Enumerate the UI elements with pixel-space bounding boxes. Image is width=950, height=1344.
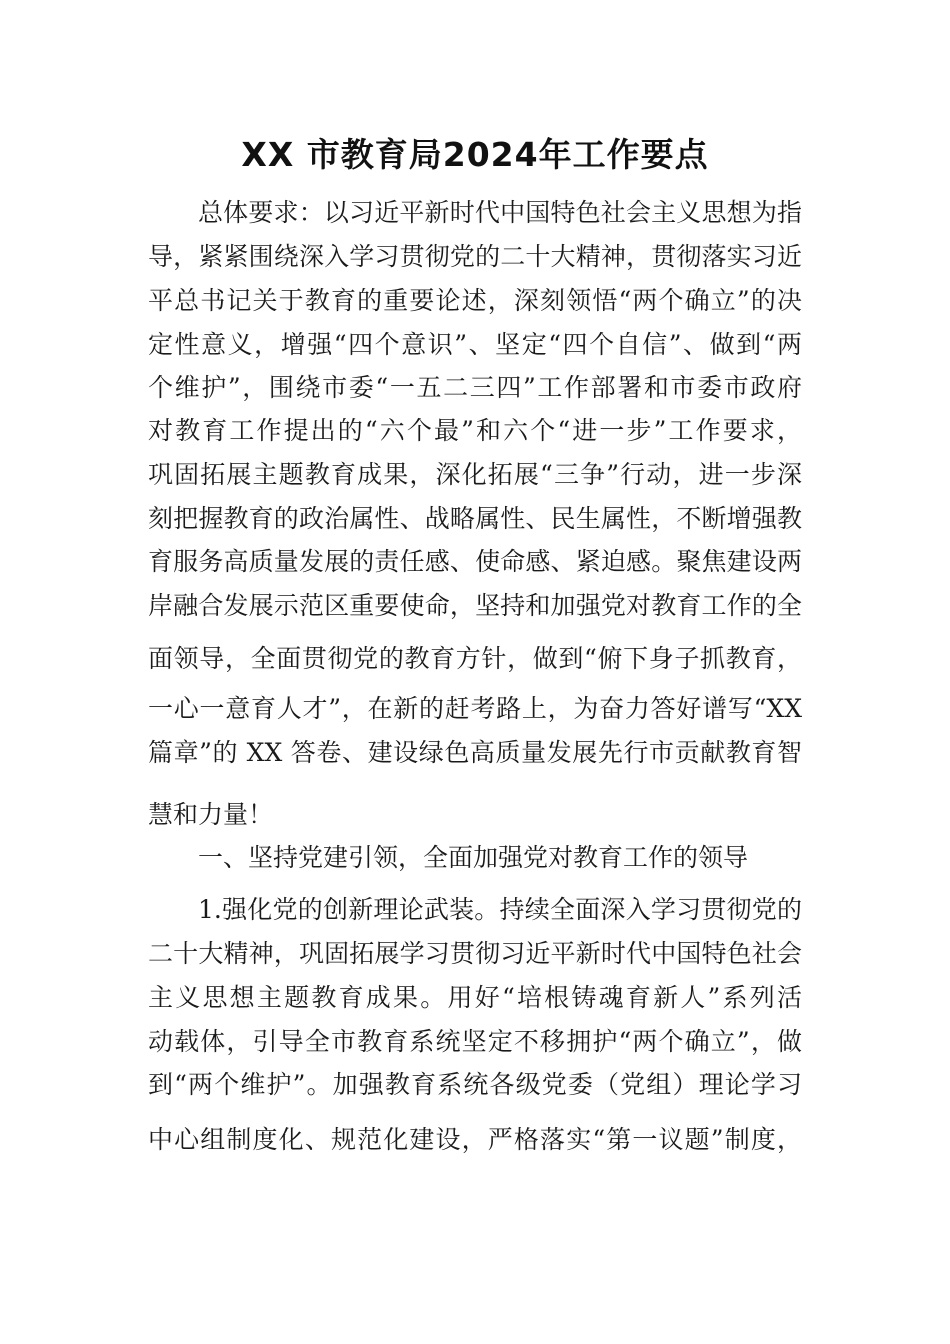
paragraph-line: 面领导，全面贯彻党的教育方针，做到“俯下身子抓教育， [148, 644, 802, 673]
paragraph-line: 刻把握教育的政治属性、战略属性、民生属性，不断增强教 [148, 504, 802, 533]
paragraph-line: 定性意义，增强“四个意识”、坚定“四个自信”、做到“两 [148, 330, 802, 359]
paragraph-line: 育服务高质量发展的责任感、使命感、紧迫感。聚焦建设两 [148, 547, 802, 576]
paragraph-line: 动载体，引导全市教育系统坚定不移拥护“两个确立”，做 [148, 1027, 802, 1056]
paragraph-line: 慧和力量！ [148, 800, 274, 829]
section-heading: 一、坚持党建引领，全面加强党对教育工作的领导 [198, 843, 749, 872]
paragraph-line: 二十大精神，巩固拓展学习贯彻习近平新时代中国特色社会 [148, 939, 802, 968]
paragraph-line: 到“两个维护”。加强教育系统各级党委（党组）理论学习 [148, 1070, 802, 1099]
paragraph-line: 一心一意育人才”，在新的赶考路上，为奋力答好谱写“XX [148, 694, 802, 723]
paragraph-line: 岸融合发展示范区重要使命，坚持和加强党对教育工作的全 [148, 591, 802, 620]
paragraph-line: 导，紧紧围绕深入学习贯彻党的二十大精神，贯彻落实习近 [148, 242, 802, 271]
paragraph-line: 巩固拓展主题教育成果，深化拓展“三争”行动，进一步深 [148, 460, 802, 489]
paragraph-line: 中心组制度化、规范化建设，严格落实“第一议题”制度， [148, 1125, 802, 1154]
document-title: XX 市教育局2024年工作要点 [241, 135, 709, 174]
paragraph-line: 总体要求：以习近平新时代中国特色社会主义思想为指 [198, 198, 802, 227]
paragraph-line: 平总书记关于教育的重要论述，深刻领悟“两个确立”的决 [148, 286, 802, 315]
paragraph-line: 主义思想主题教育成果。用好“培根铸魂育新人”系列活 [148, 983, 802, 1012]
paragraph-line: 个维护”，围绕市委“一五二三四”工作部署和市委市政府 [148, 373, 802, 402]
paragraph-line: 篇章”的 XX 答卷、建设绿色高质量发展先行市贡献教育智 [148, 738, 802, 767]
paragraph-line: 1.强化党的创新理论武装。持续全面深入学习贯彻党的 [198, 895, 802, 924]
paragraph-line: 对教育工作提出的“六个最”和六个“进一步”工作要求， [148, 416, 802, 445]
